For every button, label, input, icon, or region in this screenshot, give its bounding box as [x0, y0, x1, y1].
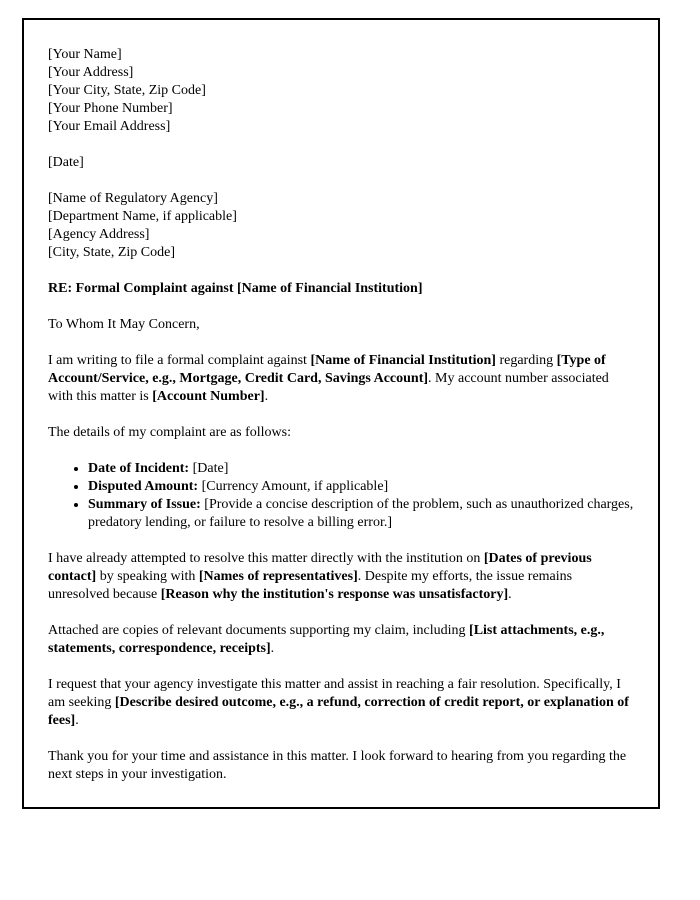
text-segment: . Despite my efforts, the issue remains unresolved because: [48, 569, 573, 602]
sender-email-line: [Your Email Address]: [48, 119, 171, 134]
list-item-summary-of-issue: [88, 496, 634, 532]
sender-city-line: [Your City, State, Zip Code]: [48, 83, 206, 98]
text-segment: by speaking with: [96, 569, 199, 584]
placeholder-account-number: [Account Number]: [152, 389, 265, 404]
agency-department-line: [Department Name, if applicable]: [48, 209, 237, 224]
text-segment: I request that your agency investigate this matter and assist in reaching a fair resolution. Specifically, I am seeking: [48, 677, 621, 710]
bullet-value: [Date]: [189, 461, 229, 476]
text-segment: .: [264, 389, 269, 404]
text-segment: .: [508, 587, 512, 602]
text-segment: . My account number associated with this matter is: [48, 371, 609, 404]
date-line: [Date]: [48, 155, 84, 170]
text-segment: .: [270, 641, 275, 656]
recipient-block: [48, 190, 634, 262]
letter-document: [22, 18, 660, 809]
text-segment: Attached are copies of relevant documents supporting my claim, including: [48, 623, 470, 638]
bullet-value: [Provide a concise description of the problem, such as unauthorized charges, predatory lending, or failure to resolve a billing error.]: [88, 497, 634, 530]
bullet-value: [Currency Amount, if applicable]: [198, 479, 389, 494]
placeholder-account-type: [Type of Account/Service, e.g., Mortgage, Credit Card, Savings Account]: [48, 353, 606, 386]
paragraph-closing: Thank you for your time and assistance in this matter. I look forward to hearing from you regarding the next steps in your investigation.: [48, 749, 627, 782]
bullet-label: Disputed Amount:: [88, 479, 199, 494]
placeholder-attachment-list: [List attachments, e.g., statements, correspondence, receipts]: [48, 623, 605, 656]
sender-address-line: [Your Address]: [48, 65, 134, 80]
agency-name-line: [Name of Regulatory Agency]: [48, 191, 218, 206]
paragraph-request: [48, 676, 634, 730]
agency-city-line: [City, State, Zip Code]: [48, 245, 176, 260]
placeholder-representative-names: [Names of representatives]: [198, 569, 358, 584]
list-item-date-of-incident: [88, 460, 634, 478]
text-segment: regarding: [495, 353, 557, 368]
sender-phone-line: [Your Phone Number]: [48, 101, 173, 116]
placeholder-institution-name: [Name of Financial Institution]: [310, 353, 496, 368]
list-item-disputed-amount: [88, 478, 634, 496]
placeholder-unresolved-reason: [Reason why the institution's response was unsatisfactory]: [160, 587, 509, 602]
text-segment: I have already attempted to resolve this matter directly with the institution on: [48, 551, 484, 566]
bullet-label: Summary of Issue:: [88, 497, 201, 512]
salutation: To Whom It May Concern,: [48, 317, 200, 332]
text-segment: I am writing to file a formal complaint against: [48, 353, 311, 368]
placeholder-contact-dates: [Dates of previous contact]: [48, 551, 592, 584]
sender-name-line: [Your Name]: [48, 47, 122, 62]
text-segment: .: [75, 713, 79, 728]
paragraph-resolution-attempts: [48, 550, 634, 604]
bullet-label: Date of Incident:: [88, 461, 190, 476]
sender-block: [48, 46, 634, 136]
agency-address-line: [Agency Address]: [48, 227, 150, 242]
paragraph-attachments: [48, 622, 634, 658]
complaint-details-list: [48, 460, 634, 532]
paragraph-opening: [48, 352, 634, 406]
subject-line: RE: Formal Complaint against [Name of Financial Institution]: [48, 281, 423, 296]
placeholder-desired-outcome: [Describe desired outcome, e.g., a refund, correction of credit report, or explanation of fees]: [48, 695, 629, 728]
details-intro: The details of my complaint are as follows:: [48, 425, 291, 440]
